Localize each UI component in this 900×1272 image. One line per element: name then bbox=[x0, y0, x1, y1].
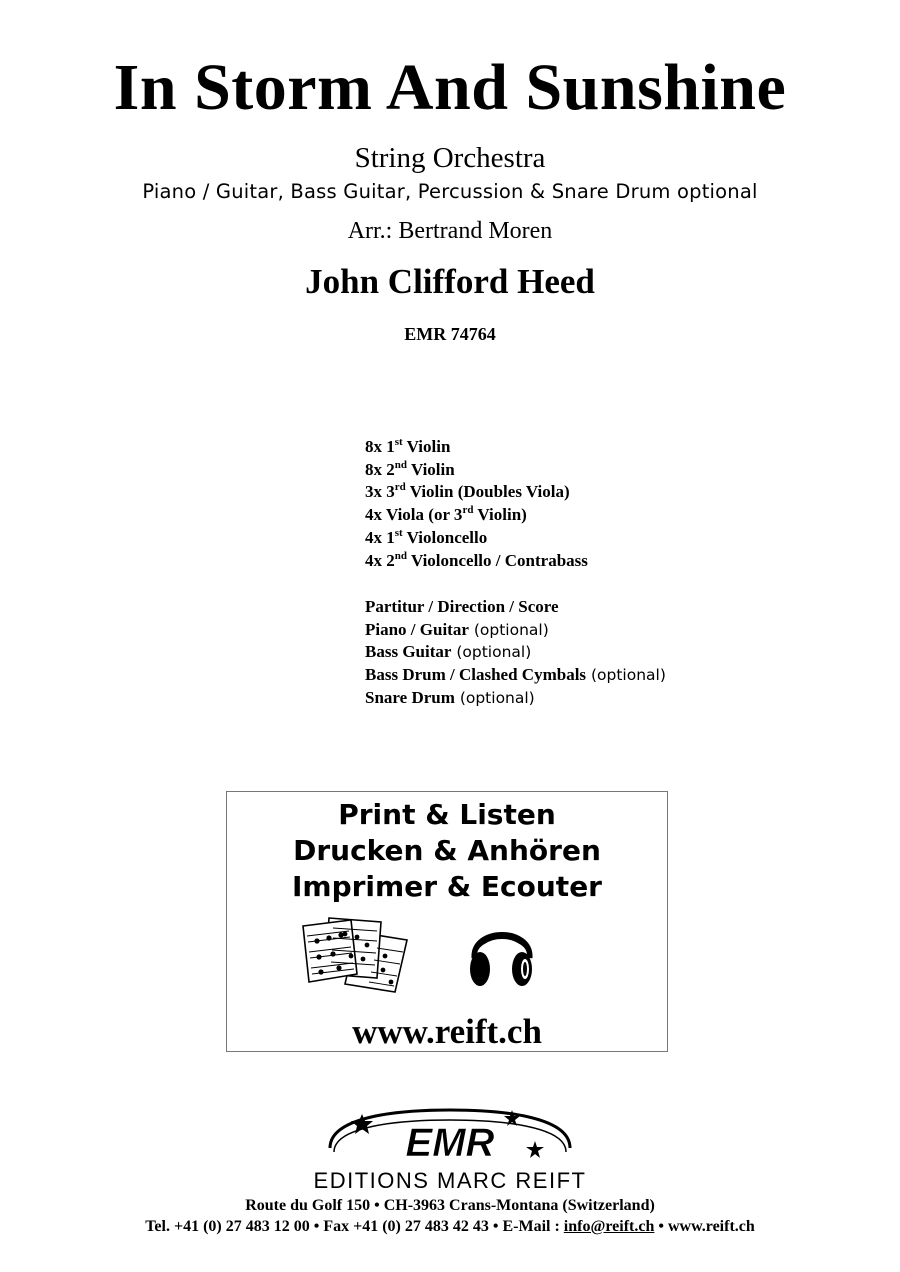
ordinal-suffix: rd bbox=[394, 481, 406, 494]
part-name: Violin bbox=[407, 459, 455, 479]
optional-instruments-line: Piano / Guitar, Bass Guitar, Percussion & Snare Drum optional bbox=[142, 180, 758, 203]
part-count: 3x 3 bbox=[365, 482, 395, 502]
publisher-contact bbox=[0, 1218, 900, 1236]
part-name: Partitur / Direction / Score bbox=[365, 597, 559, 616]
extra-parts-list bbox=[365, 596, 666, 710]
part-line bbox=[365, 481, 588, 504]
part-line bbox=[365, 664, 666, 687]
emr-logo bbox=[250, 1108, 650, 1193]
part-line bbox=[365, 687, 666, 710]
ordinal-suffix: nd bbox=[394, 549, 407, 562]
part-name: Violin (Doubles Viola) bbox=[405, 482, 570, 502]
emr-logo-text: EMR bbox=[405, 1121, 495, 1165]
publisher-address: Route du Golf 150 • CH-3963 Crans-Montana (Switzerland) bbox=[245, 1197, 655, 1214]
part-line bbox=[365, 459, 588, 482]
arranger-credit: Arr.: Bertrand Moren bbox=[347, 218, 553, 244]
part-note: (optional) bbox=[586, 666, 666, 685]
promo-line-french: Imprimer & Ecouter bbox=[291, 870, 602, 903]
composer-name: John Clifford Heed bbox=[305, 262, 595, 301]
part-line bbox=[365, 436, 588, 459]
part-count: 4x 2 bbox=[365, 550, 395, 570]
part-note: (optional) bbox=[451, 643, 532, 662]
contact-phone-fax: Tel. +41 (0) 27 483 12 00 • Fax +41 (0) 27 483 42 43 • E-Mail : bbox=[145, 1218, 564, 1235]
part-name: 4x Viola (or 3 bbox=[365, 505, 463, 525]
part-line bbox=[365, 504, 588, 527]
part-count: 8x 2 bbox=[365, 459, 395, 479]
promo-website[interactable]: www.reift.ch bbox=[352, 1012, 542, 1051]
publisher-name: EDITIONS MARC REIFT bbox=[313, 1168, 587, 1193]
part-name: Violoncello / Contrabass bbox=[407, 550, 588, 570]
part-name: Snare Drum bbox=[365, 687, 455, 707]
sheet-music-icon bbox=[299, 912, 411, 994]
string-parts-list bbox=[365, 436, 588, 572]
part-count: 4x 1 bbox=[365, 527, 395, 547]
part-line bbox=[365, 619, 666, 642]
part-count: 8x 1 bbox=[365, 437, 395, 456]
part-note: (optional) bbox=[468, 620, 549, 639]
part-name: Bass Drum / Clashed Cymbals bbox=[365, 665, 587, 685]
headphones-icon bbox=[467, 914, 537, 992]
part-line bbox=[365, 596, 666, 619]
ordinal-suffix: rd bbox=[462, 504, 474, 517]
email-link[interactable]: info@reift.ch bbox=[563, 1218, 655, 1235]
part-name: Violoncello bbox=[402, 527, 488, 547]
promo-line-english: Print & Listen bbox=[338, 798, 556, 831]
part-line bbox=[365, 527, 588, 550]
part-name: Bass Guitar bbox=[365, 642, 452, 662]
ordinal-suffix: st bbox=[394, 436, 403, 448]
promo-line-german: Drucken & Anhören bbox=[293, 834, 601, 867]
ensemble-subtitle: String Orchestra bbox=[354, 142, 546, 174]
part-name: Violin bbox=[402, 437, 451, 456]
print-and-listen-box bbox=[226, 791, 668, 1052]
part-line bbox=[365, 641, 666, 664]
page-title: In Storm And Sunshine bbox=[113, 51, 787, 124]
ordinal-suffix: st bbox=[394, 526, 403, 539]
catalog-number: EMR 74764 bbox=[404, 324, 496, 344]
part-line bbox=[365, 550, 588, 573]
part-name: Piano / Guitar bbox=[365, 619, 469, 639]
part-note: (optional) bbox=[454, 688, 535, 707]
part-name-end: Violin) bbox=[473, 505, 527, 525]
ordinal-suffix: nd bbox=[394, 458, 407, 471]
contact-website[interactable]: • www.reift.ch bbox=[654, 1218, 755, 1235]
